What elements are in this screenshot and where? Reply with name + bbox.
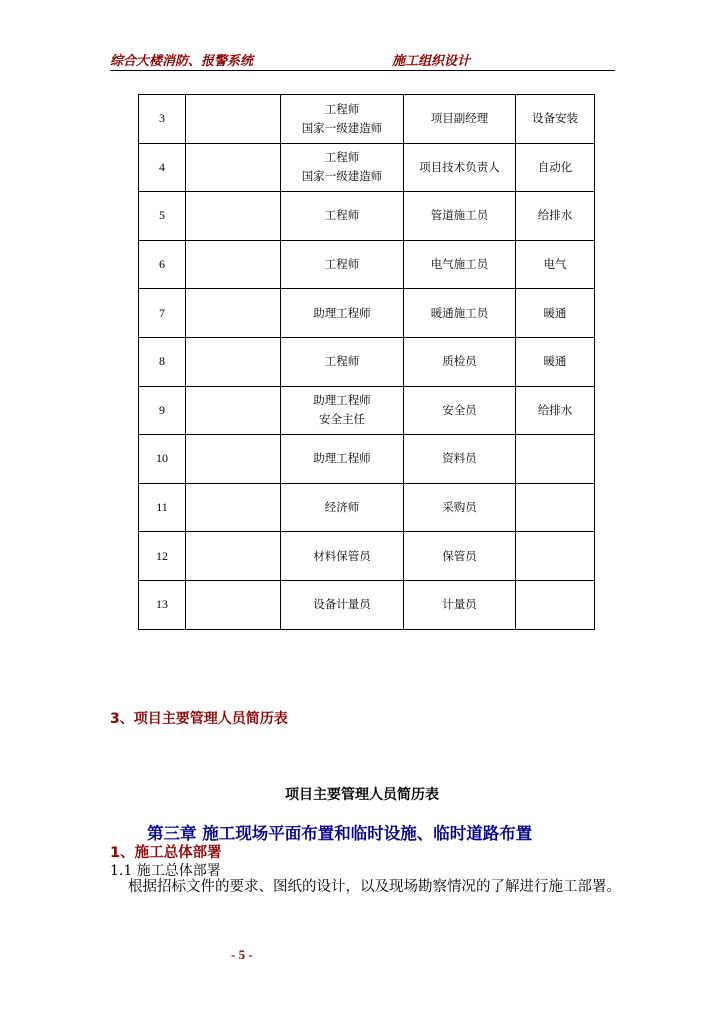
subsection-1-1-heading: 1.1 施工总体部署 bbox=[110, 863, 221, 879]
specialty-cell: 暖通 bbox=[516, 337, 595, 386]
row-number-cell: 5 bbox=[139, 192, 186, 241]
name-cell bbox=[186, 435, 281, 484]
title-cell bbox=[281, 337, 404, 386]
title-cell bbox=[281, 143, 404, 192]
title-cell bbox=[281, 95, 404, 144]
title-line: 国家一级建造师 bbox=[301, 169, 383, 184]
section-3-heading: 3、项目主要管理人员简历表 bbox=[110, 711, 288, 727]
title-cell bbox=[281, 532, 404, 581]
title-line: 工程师 bbox=[324, 101, 360, 116]
specialty-cell: 自动化 bbox=[516, 143, 595, 192]
role-cell: 安全员 bbox=[404, 386, 516, 435]
role-cell: 保管员 bbox=[404, 532, 516, 581]
table-row bbox=[139, 240, 595, 289]
title-line: 工程师 bbox=[324, 150, 360, 165]
role-cell: 计量员 bbox=[404, 580, 516, 629]
title-line: 国家一级建造师 bbox=[301, 120, 383, 135]
name-cell bbox=[186, 95, 281, 144]
table-row bbox=[139, 435, 595, 484]
table-row bbox=[139, 192, 595, 241]
title-line: 助理工程师 bbox=[313, 393, 371, 408]
table-row bbox=[139, 143, 595, 192]
row-number-cell: 6 bbox=[139, 240, 186, 289]
header-document-type: 施工组织设计 bbox=[392, 54, 471, 69]
role-cell: 项目副经理 bbox=[404, 95, 516, 144]
name-cell bbox=[186, 386, 281, 435]
title-line: 安全主任 bbox=[319, 412, 365, 427]
title-cell bbox=[281, 289, 404, 338]
chapter-3-heading: 第三章 施工现场平面布置和临时设施、临时道路布置 bbox=[147, 824, 533, 843]
specialty-cell: 给排水 bbox=[516, 386, 595, 435]
role-cell: 电气施工员 bbox=[404, 240, 516, 289]
title-cell bbox=[281, 192, 404, 241]
specialty-cell: 暖通 bbox=[516, 289, 595, 338]
title-cell bbox=[281, 240, 404, 289]
title-line: 设备计量员 bbox=[313, 597, 371, 612]
table-row bbox=[139, 337, 595, 386]
table-row bbox=[139, 95, 595, 144]
header-project-title: 综合大楼消防、报警系统 bbox=[110, 54, 254, 69]
page-header bbox=[110, 50, 615, 71]
title-line: 助理工程师 bbox=[313, 305, 371, 320]
title-line: 经济师 bbox=[324, 500, 360, 515]
table-row bbox=[139, 532, 595, 581]
resume-table-title: 项目主要管理人员简历表 bbox=[285, 787, 439, 803]
row-number-cell: 8 bbox=[139, 337, 186, 386]
name-cell bbox=[186, 289, 281, 338]
title-cell bbox=[281, 386, 404, 435]
name-cell bbox=[186, 580, 281, 629]
staff-table-body bbox=[139, 95, 595, 630]
specialty-cell: 电气 bbox=[516, 240, 595, 289]
specialty-cell: 给排水 bbox=[516, 192, 595, 241]
name-cell bbox=[186, 240, 281, 289]
title-line: 材料保管员 bbox=[313, 548, 371, 563]
title-cell bbox=[281, 435, 404, 484]
title-line: 工程师 bbox=[324, 257, 360, 272]
title-line: 工程师 bbox=[324, 354, 360, 369]
role-cell: 暖通施工员 bbox=[404, 289, 516, 338]
name-cell bbox=[186, 337, 281, 386]
table-row bbox=[139, 580, 595, 629]
row-number-cell: 7 bbox=[139, 289, 186, 338]
row-number-cell: 13 bbox=[139, 580, 186, 629]
specialty-cell bbox=[516, 435, 595, 484]
name-cell bbox=[186, 483, 281, 532]
specialty-cell: 设备安装 bbox=[516, 95, 595, 144]
row-number-cell: 4 bbox=[139, 143, 186, 192]
specialty-cell bbox=[516, 532, 595, 581]
specialty-cell bbox=[516, 580, 595, 629]
role-cell: 管道施工员 bbox=[404, 192, 516, 241]
row-number-cell: 10 bbox=[139, 435, 186, 484]
title-line: 助理工程师 bbox=[313, 451, 371, 466]
role-cell: 采购员 bbox=[404, 483, 516, 532]
name-cell bbox=[186, 192, 281, 241]
name-cell bbox=[186, 532, 281, 581]
role-cell: 质检员 bbox=[404, 337, 516, 386]
body-paragraph: 根据招标文件的要求、图纸的设计，以及现场勘察情况的了解进行施工部署。 bbox=[128, 879, 621, 895]
table-row bbox=[139, 386, 595, 435]
role-cell: 资料员 bbox=[404, 435, 516, 484]
row-number-cell: 11 bbox=[139, 483, 186, 532]
row-number-cell: 9 bbox=[139, 386, 186, 435]
table-row bbox=[139, 483, 595, 532]
section-1-heading: 1、施工总体部署 bbox=[110, 845, 222, 861]
staff-table bbox=[138, 94, 595, 630]
page-number: - 5 - bbox=[231, 947, 253, 962]
name-cell bbox=[186, 143, 281, 192]
row-number-cell: 3 bbox=[139, 95, 186, 144]
specialty-cell bbox=[516, 483, 595, 532]
title-cell bbox=[281, 483, 404, 532]
role-cell: 项目技术负责人 bbox=[404, 143, 516, 192]
title-cell bbox=[281, 580, 404, 629]
table-row bbox=[139, 289, 595, 338]
row-number-cell: 12 bbox=[139, 532, 186, 581]
title-line: 工程师 bbox=[324, 208, 360, 223]
